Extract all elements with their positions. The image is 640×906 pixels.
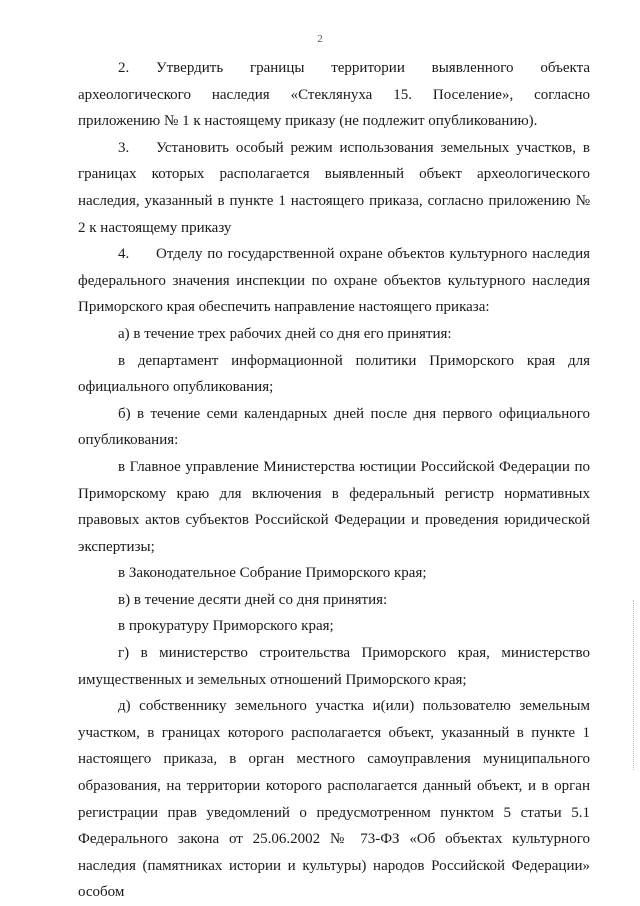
paragraph-3: [78, 135, 590, 241]
subitem-a: а) в течение трех рабочих дней со дня его принятия:: [118, 325, 452, 342]
scan-edge-mark: [632, 600, 634, 770]
paragraph-number: 4.: [118, 246, 130, 263]
paragraph-text: Установить особый режим использования земельных участков, в границах которых располагается выявленный объект археологического наследия, указанный в пункте 1 настоящего приказа, согласно приложению № 2 к настоящему приказу: [78, 139, 590, 236]
subitem-b-recipient-1: в Главное управление Министерства юстиции Российской Федерации по Приморскому краю для включения в федеральный регистр нормативных правовых актов субъектов Российской Федерации и проведения юридической экспертизы;: [78, 458, 590, 555]
paragraph-number: 3.: [118, 139, 130, 156]
subitem-g: г) в министерство строительства Приморского края, министерство имущественных и земельных отношений Приморского края;: [78, 645, 590, 688]
document-body: [78, 55, 590, 906]
paragraph-text: Отделу по государственной охране объектов культурного наследия федерального значения инспекции по охране объектов культурного наследия Приморского края обеспечить направление настоящего приказа:: [78, 246, 590, 316]
subitem-d: д) собственнику земельного участка и(или) пользователю земельным участком, в границах которого располагается объект, указанный в пункте 1 настоящего приказа, в орган местного самоуправления муниципального образования, на территории которого располагается данный объект, и в орган регистрации прав уведомлений о предусмотренном пунктом 5 статьи 5.1 Федерального закона от 25.06.2002 № 73-ФЗ «Об объектах культурного наследия (памятниках истории и культуры) народов Российской Федерации» особом: [78, 698, 590, 901]
subitem-a-recipient-1: в департамент информационной политики Приморского края для официального опубликования;: [78, 352, 590, 396]
subitem-v: в) в течение десяти дней со дня принятия:: [118, 591, 388, 608]
subitem-v-recipient-1: в прокуратуру Приморского края;: [118, 618, 334, 635]
subitem-b-recipient-2: в Законодательное Собрание Приморского края;: [118, 565, 427, 582]
paragraph-2: [78, 55, 590, 135]
subitem-b: б) в течение семи календарных дней после дня первого официального опубликования:: [78, 405, 590, 449]
paragraph-text: Утвердить границы территории выявленного объекта археологического наследия «Стеклянуха 15. Поселение», согласно приложению № 1 к настоящему приказу (не подлежит опубликованию).: [78, 60, 590, 130]
page-number: 2: [317, 33, 323, 45]
paragraph-4: [78, 241, 590, 321]
paragraph-number: 2.: [118, 60, 130, 76]
